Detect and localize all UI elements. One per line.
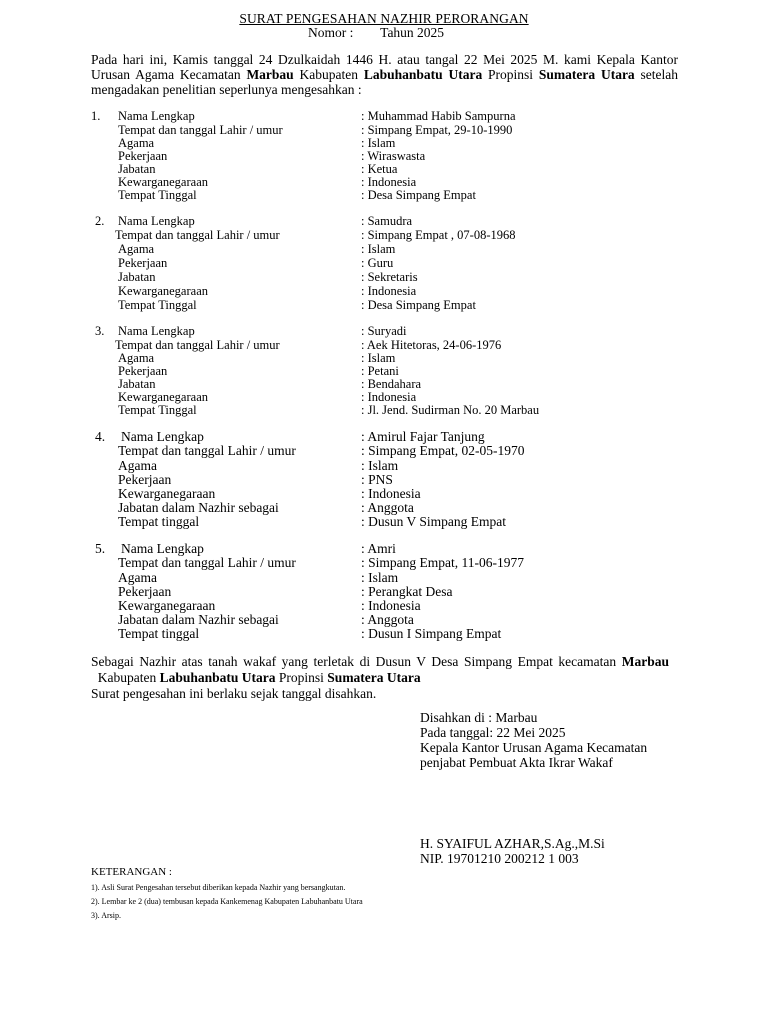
- field-label: Jabatan dalam Nazhir sebagai: [118, 500, 279, 515]
- pada-tanggal: Pada tanggal: 22 Mei 2025: [420, 725, 566, 740]
- intro-paragraph: [91, 52, 678, 97]
- field-value: : Suryadi: [361, 324, 407, 338]
- entry-number: 3.: [95, 324, 105, 338]
- field-label: Nama Lengkap: [121, 429, 204, 444]
- official-title-line2: penjabat Pembuat Akta Ikrar Wakaf: [420, 755, 613, 770]
- field-label: Nama Lengkap: [118, 214, 195, 228]
- field-label: Tempat tinggal: [118, 626, 200, 641]
- entry-number: 5.: [95, 541, 106, 556]
- field-label: Nama Lengkap: [121, 541, 204, 556]
- field-label: Agama: [118, 242, 155, 256]
- field-label: Kewarganegaraan: [118, 284, 208, 298]
- field-value: : Samudra: [361, 214, 413, 228]
- field-value: : Dusun I Simpang Empat: [361, 626, 502, 641]
- field-label: Jabatan dalam Nazhir sebagai: [118, 612, 279, 627]
- field-value: : Bendahara: [361, 377, 422, 391]
- intro-text: setelah mengadakan penelitian seperlunya mengesahkan :: [91, 67, 678, 97]
- field-label: Tempat dan tanggal Lahir / umur: [118, 443, 296, 458]
- field-value: : Indonesia: [361, 175, 417, 189]
- field-value: : Desa Simpang Empat: [361, 298, 476, 312]
- closing-text: Propinsi: [275, 670, 328, 685]
- field-value: : Islam: [361, 242, 396, 256]
- field-label: Jabatan: [118, 270, 156, 284]
- document-number: [308, 25, 444, 41]
- entry-number: 2.: [95, 214, 105, 228]
- field-label: Tempat dan tanggal Lahir / umur: [115, 338, 280, 352]
- field-value: : Desa Simpang Empat: [361, 188, 476, 202]
- note-item: 1). Asli Surat Pengesahan tersebut diberikan kepada Nazhir yang bersangkutan.: [91, 883, 346, 892]
- field-value: : Indonesia: [361, 284, 417, 298]
- field-value: : Simpang Empat, 11-06-1977: [361, 555, 524, 570]
- field-value: : Islam: [361, 351, 396, 365]
- field-value: : Amri: [361, 541, 396, 556]
- field-label: Jabatan: [118, 377, 156, 391]
- signature-block: [420, 710, 647, 770]
- disahkan-di: Disahkan di : Marbau: [420, 710, 538, 725]
- intro-text: Propinsi: [482, 67, 539, 82]
- field-label: Kewarganegaraan: [118, 486, 216, 501]
- field-value: : Wiraswasta: [361, 149, 426, 163]
- validity-statement: Surat pengesahan ini berlaku sejak tanggal disahkan.: [91, 686, 377, 701]
- field-label: Tempat Tinggal: [118, 403, 197, 417]
- note-item: 3). Arsip.: [91, 911, 121, 920]
- intro-propinsi: Sumatera Utara: [538, 67, 635, 82]
- field-value: : Islam: [361, 570, 399, 585]
- note-item: 2). Lembar ke 2 (dua) tembusan kepada Kankemenag Kabupaten Labuhanbatu Utara: [91, 897, 363, 906]
- field-label: Nama Lengkap: [118, 109, 195, 123]
- closing-text: Sebagai Nazhir atas tanah wakaf yang terletak di Dusun V Desa Simpang Empat kecamatan: [91, 654, 622, 669]
- intro-kecamatan: Marbau: [246, 67, 294, 82]
- field-value: : Anggota: [361, 612, 414, 627]
- field-value: : Simpang Empat, 02-05-1970: [361, 443, 525, 458]
- field-label: Tempat Tinggal: [118, 188, 197, 202]
- entry-number: 1.: [91, 109, 101, 123]
- field-value: : Guru: [361, 256, 394, 270]
- field-value: : Muhammad Habib Sampurna: [361, 109, 516, 123]
- tahun-label: Tahun 2025: [380, 25, 445, 40]
- closing-kabupaten: Labuhanbatu Utara: [159, 670, 276, 685]
- field-value: : PNS: [361, 472, 393, 487]
- field-label: Tempat tinggal: [118, 514, 200, 529]
- field-value: : Indonesia: [361, 598, 421, 613]
- field-label: Nama Lengkap: [118, 324, 195, 338]
- closing-kecamatan: Marbau: [621, 654, 669, 669]
- field-value: : Perangkat Desa: [361, 584, 453, 599]
- field-value: : Aek Hitetoras, 24-06-1976: [361, 338, 502, 352]
- field-label: Tempat dan tanggal Lahir / umur: [118, 555, 296, 570]
- field-label: Agama: [118, 458, 157, 473]
- field-label: Jabatan: [118, 162, 156, 176]
- field-value: : Simpang Empat, 29-10-1990: [361, 123, 513, 137]
- field-value: : Dusun V Simpang Empat: [361, 514, 507, 529]
- field-label: Pekerjaan: [118, 256, 168, 270]
- field-value: : Islam: [361, 136, 396, 150]
- closing-paragraph: [91, 654, 669, 702]
- field-value: : Anggota: [361, 500, 414, 515]
- field-value: : Islam: [361, 458, 399, 473]
- entry-number: 4.: [95, 429, 106, 444]
- official-title-line1: Kepala Kantor Urusan Agama Kecamatan: [420, 740, 648, 755]
- intro-text: Pada hari ini, Kamis tanggal 24 Dzulkaidah 1446 H. atau tangal 22 Mei 2025 M. kami Kepala Kantor Urusan Agama Kecamatan: [91, 52, 678, 82]
- field-label: Pekerjaan: [118, 472, 172, 487]
- field-value: : Indonesia: [361, 390, 417, 404]
- field-label: Tempat Tinggal: [118, 298, 197, 312]
- closing-text: Kabupaten: [91, 670, 160, 685]
- field-value: : Jl. Jend. Sudirman No. 20 Marbau: [361, 403, 540, 417]
- notes-title: KETERANGAN :: [91, 866, 172, 878]
- field-value: : Amirul Fajar Tanjung: [361, 429, 485, 444]
- field-label: Agama: [118, 351, 155, 365]
- field-label: Kewarganegaraan: [118, 390, 208, 404]
- official-identity: [420, 836, 605, 866]
- field-value: : Sekretaris: [361, 270, 418, 284]
- intro-kabupaten: Labuhanbatu Utara: [363, 67, 483, 82]
- intro-text: Kabupaten: [293, 67, 364, 82]
- field-label: Pekerjaan: [118, 364, 168, 378]
- field-label: Pekerjaan: [118, 584, 172, 599]
- field-label: Agama: [118, 136, 155, 150]
- closing-propinsi: Sumatera Utara: [327, 670, 421, 685]
- field-label: Tempat dan tanggal Lahir / umur: [115, 228, 280, 242]
- field-label: Kewarganegaraan: [118, 598, 216, 613]
- field-value: : Petani: [361, 364, 399, 378]
- field-label: Tempat dan tanggal Lahir / umur: [118, 123, 283, 137]
- field-label: Agama: [118, 570, 157, 585]
- field-value: : Simpang Empat , 07-08-1968: [361, 228, 516, 242]
- official-name: H. SYAIFUL AZHAR,S.Ag.,M.Si: [420, 836, 605, 851]
- field-label: Kewarganegaraan: [118, 175, 208, 189]
- field-value: : Ketua: [361, 162, 398, 176]
- nomor-label: Nomor :: [308, 25, 354, 40]
- field-value: : Indonesia: [361, 486, 421, 501]
- official-nip: NIP. 19701210 200212 1 003: [420, 851, 579, 866]
- document-title: SURAT PENGESAHAN NAZHIR PERORANGAN: [239, 11, 529, 26]
- field-label: Pekerjaan: [118, 149, 168, 163]
